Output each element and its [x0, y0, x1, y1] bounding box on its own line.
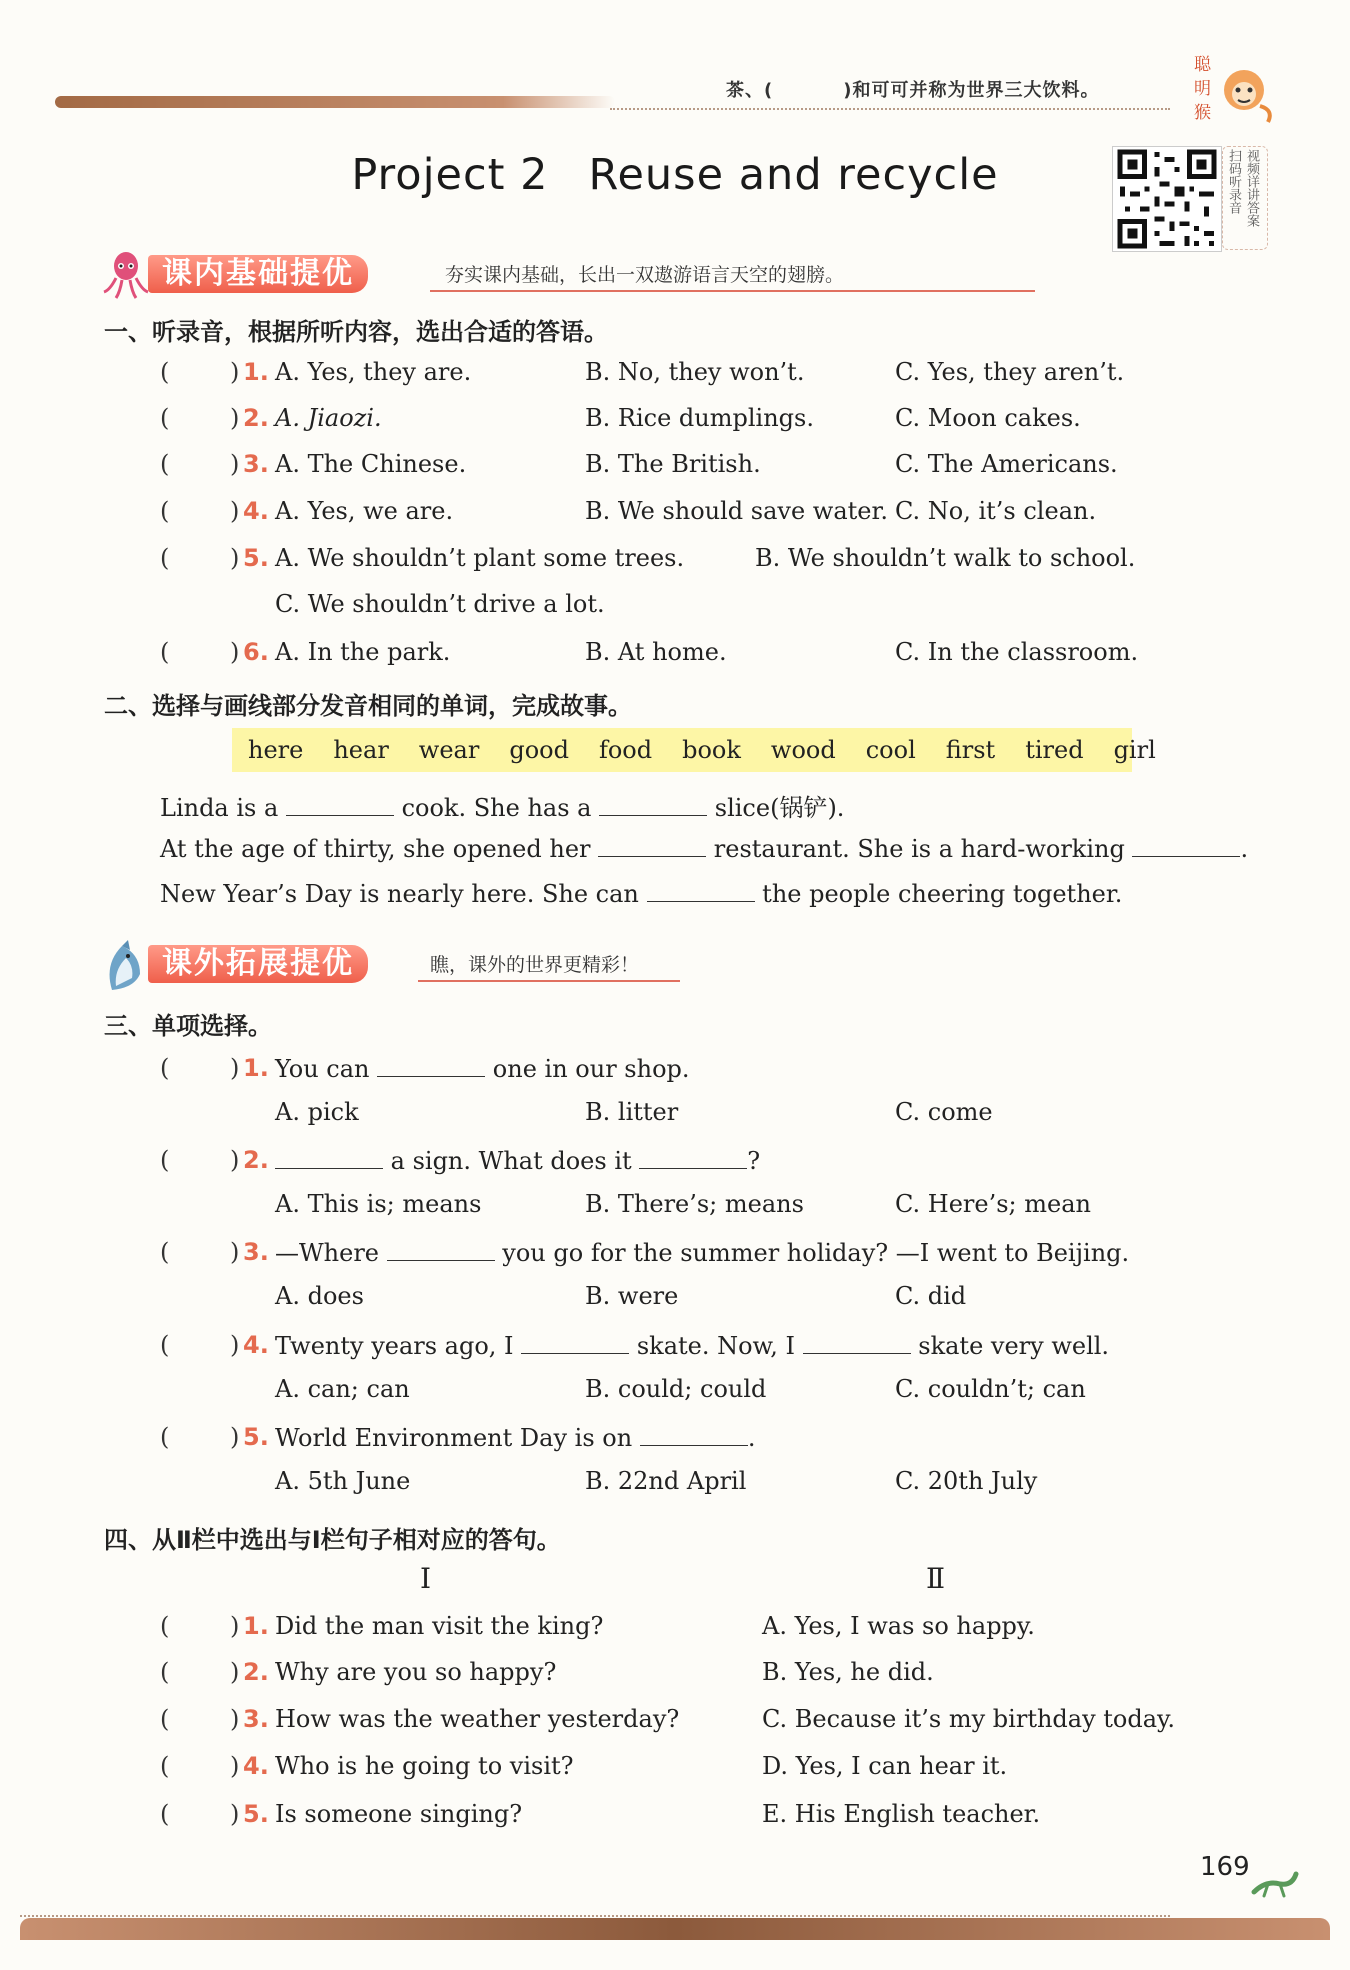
answer-paren-open[interactable]: (: [160, 1331, 170, 1359]
story-text: cook. She has a: [401, 794, 592, 822]
question-number: 4.: [243, 1331, 269, 1359]
banner-basic-underline: [430, 290, 1035, 292]
option-b: B. Rice dumplings.: [585, 404, 814, 432]
blank-field[interactable]: [803, 1331, 911, 1354]
part3-item-5: [160, 1423, 1260, 1495]
answer-paren-open[interactable]: (: [160, 1752, 170, 1780]
option-c: C. We shouldn’t drive a lot.: [275, 590, 605, 618]
answer-paren-open[interactable]: (: [160, 358, 170, 386]
header-bar: [55, 96, 615, 108]
answer-paren-open[interactable]: (: [160, 1238, 170, 1266]
answer-paren-close: ): [230, 1331, 240, 1359]
answer-paren-close: ): [230, 450, 240, 478]
banner-basic-motto: 夯实课内基础，长出一双遨游语言天空的翅膀。: [445, 264, 845, 286]
answer-paren-close: ): [230, 1705, 240, 1733]
qr-label-video: 视频详讲答案: [1244, 149, 1259, 227]
column-two-header: Ⅱ: [926, 1562, 946, 1595]
logo-char-3: 猴: [1194, 103, 1211, 123]
part3-item-1: [160, 1054, 1260, 1126]
part4-row-2: [160, 1658, 1260, 1692]
blank-field[interactable]: [1132, 834, 1240, 857]
story-text: slice(锅铲).: [714, 794, 845, 822]
part4-heading: 四、从Ⅱ栏中选出与Ⅰ栏句子相对应的答句。: [104, 1526, 561, 1554]
part1-item-5: [160, 544, 1260, 618]
question-text: You can one in our shop.: [275, 1055, 690, 1083]
option-b: B. At home.: [585, 638, 727, 666]
option-c: C. No, it’s clean.: [895, 497, 1097, 525]
question-text: Twenty years ago, I skate. Now, I skate very well.: [275, 1332, 1110, 1360]
answer-paren-close: ): [230, 404, 240, 432]
part1-item-3: [160, 450, 1260, 484]
question-number: 1.: [243, 1054, 269, 1082]
header-fact-end: )和可可并称为世界三大饮料。: [843, 80, 1100, 101]
option-a: A. Yes, they are.: [275, 358, 472, 386]
answer-paren-close: ): [230, 1054, 240, 1082]
footer-bar: [20, 1918, 1330, 1940]
answer-paren-close: ): [230, 1658, 240, 1686]
answer-paren-close: ): [230, 1423, 240, 1451]
story-text: the people cheering together.: [762, 880, 1123, 908]
part4-row-1: [160, 1612, 1260, 1646]
option-a: A. This is; means: [275, 1190, 482, 1218]
answer-paren-open[interactable]: (: [160, 638, 170, 666]
option-c: C. The Americans.: [895, 450, 1118, 478]
option-a: A. We shouldn’t plant some trees.: [275, 544, 685, 572]
word-bank-item: book: [682, 736, 741, 764]
option-a: A. Yes, we are.: [275, 497, 454, 525]
column-two-answer: A. Yes, I was so happy.: [762, 1612, 1035, 1640]
option-c: C. did: [895, 1282, 967, 1310]
option-b: B. The British.: [585, 450, 761, 478]
column-one-sentence: Is someone singing?: [275, 1800, 523, 1828]
question-text: a sign. What does it ?: [275, 1146, 760, 1175]
part3-item-2: [160, 1146, 1260, 1218]
part1-item-1: [160, 358, 1260, 392]
blank-field[interactable]: [275, 1146, 383, 1169]
answer-paren-open[interactable]: (: [160, 1658, 170, 1686]
answer-paren-close: ): [230, 544, 240, 572]
story-text: At the age of thirty, she opened her: [160, 835, 591, 863]
answer-paren-open[interactable]: (: [160, 497, 170, 525]
word-bank: [232, 728, 1156, 772]
question-number: 4.: [243, 1752, 269, 1780]
story-line-2: [160, 834, 1248, 863]
option-a: A. In the park.: [275, 638, 451, 666]
story-line-3: [160, 879, 1122, 908]
section-banner-basic: [100, 250, 950, 300]
option-c: C. In the classroom.: [895, 638, 1139, 666]
project-name: Reuse and recycle: [588, 150, 999, 200]
part4-row-3: [160, 1705, 1260, 1739]
question-text: —Where you go for the summer holiday? —I went to Beijing.: [275, 1239, 1130, 1267]
question-number: 1.: [243, 1612, 269, 1640]
option-b: B. litter: [585, 1098, 679, 1126]
option-a: A. does: [275, 1282, 364, 1310]
project-number: Project 2: [351, 150, 549, 200]
option-b: B. could; could: [585, 1375, 767, 1403]
answer-paren-close: ): [230, 1612, 240, 1640]
question-number: 1.: [243, 358, 269, 386]
word-bank-item: here: [248, 736, 304, 764]
answer-paren-close: ): [230, 497, 240, 525]
blank-field[interactable]: [599, 793, 707, 816]
column-two-answer: B. Yes, he did.: [762, 1658, 934, 1686]
blank-field[interactable]: [598, 834, 706, 857]
story-line-1: [160, 788, 844, 823]
option-b: B. No, they won’t.: [585, 358, 805, 386]
question-number: 2.: [243, 1146, 269, 1174]
question-number: 3.: [243, 450, 269, 478]
answer-paren-close: ): [230, 1800, 240, 1828]
word-bank-item: first: [945, 736, 996, 764]
blank-field[interactable]: [640, 1423, 748, 1446]
part3-heading: 三、单项选择。: [104, 1012, 272, 1040]
column-two-answer: E. His English teacher.: [762, 1800, 1041, 1828]
story-text: Linda is a: [160, 794, 279, 822]
option-a: A. pick: [275, 1098, 359, 1126]
column-two-answer: D. Yes, I can hear it.: [762, 1752, 1008, 1780]
story-text: restaurant. She is a hard-working: [713, 835, 1125, 863]
blank-field[interactable]: [387, 1238, 495, 1261]
word-bank-item: food: [598, 736, 653, 764]
squid-icon: [100, 250, 152, 300]
part4-row-4: [160, 1752, 1260, 1786]
footer-divider: [20, 1915, 1170, 1917]
option-b: B. 22nd April: [585, 1467, 747, 1495]
column-one-sentence: Why are you so happy?: [275, 1658, 557, 1686]
part3-item-3: [160, 1238, 1260, 1310]
question-number: 3.: [243, 1705, 269, 1733]
word-bank-item: wear: [418, 736, 480, 764]
header-fact: [726, 76, 1099, 102]
option-c: C. Here’s; mean: [895, 1190, 1091, 1218]
option-c: C. Yes, they aren’t.: [895, 358, 1125, 386]
logo-char-1: 聪: [1194, 55, 1211, 75]
option-c: C. come: [895, 1098, 993, 1126]
header-fact-start: 茶、(: [726, 80, 774, 101]
option-a: A. The Chinese.: [275, 450, 467, 478]
banner-extension-tag: 课外拓展提优: [148, 945, 368, 983]
part2-heading: 二、选择与画线部分发音相同的单词，完成故事。: [104, 692, 632, 720]
option-a: A. 5th June: [275, 1467, 411, 1495]
blank-field[interactable]: [639, 1146, 747, 1169]
option-c: C. Moon cakes.: [895, 404, 1081, 432]
answer-paren-close: ): [230, 1146, 240, 1174]
column-one-sentence: How was the weather yesterday?: [275, 1705, 680, 1733]
answer-paren-open[interactable]: (: [160, 1054, 170, 1082]
word-bank-item: girl: [1113, 736, 1156, 764]
part3-item-4: [160, 1331, 1260, 1403]
part1-heading: 一、听录音，根据所听内容，选出合适的答语。: [104, 318, 608, 346]
option-c: C. 20th July: [895, 1467, 1038, 1495]
answer-paren-close: ): [230, 358, 240, 386]
answer-paren-open[interactable]: (: [160, 1800, 170, 1828]
question-number: 6.: [243, 638, 269, 666]
blank-field[interactable]: [647, 879, 755, 902]
part1-item-2: [160, 404, 1260, 438]
answer-paren-open[interactable]: (: [160, 450, 170, 478]
answer-paren-open[interactable]: (: [160, 1423, 170, 1451]
question-number: 4.: [243, 497, 269, 525]
banner-extension-underline: [418, 980, 680, 982]
answer-paren-close: ): [230, 1752, 240, 1780]
part1-item-4: [160, 497, 1260, 531]
answer-paren-open[interactable]: (: [160, 1612, 170, 1640]
option-c: C. couldn’t; can: [895, 1375, 1086, 1403]
story-text: .: [1240, 835, 1249, 863]
word-bank-item: hear: [333, 736, 389, 764]
answer-paren-open[interactable]: (: [160, 1146, 170, 1174]
word-bank-item: tired: [1025, 736, 1084, 764]
word-bank-item: wood: [770, 736, 836, 764]
option-b: B. There’s; means: [585, 1190, 804, 1218]
part1-item-6: [160, 638, 1260, 672]
logo-char-2: 明: [1194, 79, 1211, 99]
blank-field[interactable]: [377, 1054, 485, 1077]
header-divider: [610, 108, 1170, 110]
question-number: 5.: [243, 1423, 269, 1451]
page-number: 169: [1200, 1852, 1250, 1882]
question-text: World Environment Day is on .: [275, 1424, 756, 1452]
answer-paren-close: ): [230, 638, 240, 666]
word-bank-item: cool: [865, 736, 916, 764]
qr-label: [1222, 146, 1268, 250]
answer-paren-open[interactable]: (: [160, 1705, 170, 1733]
lizard-icon: [1250, 1862, 1300, 1902]
blank-field[interactable]: [521, 1331, 629, 1354]
shark-icon: [100, 940, 152, 994]
section-banner-extension: [100, 940, 700, 990]
question-number: 2.: [243, 404, 269, 432]
qr-label-listen: 扫码听录音: [1226, 149, 1241, 214]
answer-paren-open[interactable]: (: [160, 404, 170, 432]
monkey-logo-icon: [1180, 48, 1276, 126]
banner-basic-tag: 课内基础提优: [148, 255, 368, 293]
column-two-answer: C. Because it’s my birthday today.: [762, 1705, 1176, 1733]
question-number: 2.: [243, 1658, 269, 1686]
column-one-header: Ⅰ: [420, 1562, 432, 1595]
column-one-sentence: Did the man visit the king?: [275, 1612, 604, 1640]
column-one-sentence: Who is he going to visit?: [275, 1752, 574, 1780]
question-number: 5.: [243, 1800, 269, 1828]
option-b: B. were: [585, 1282, 679, 1310]
option-a: A. Jiaozi.: [275, 404, 382, 432]
question-number: 3.: [243, 1238, 269, 1266]
word-bank-item: good: [509, 736, 569, 764]
qr-code-icon[interactable]: [1112, 146, 1222, 252]
answer-paren-open[interactable]: (: [160, 544, 170, 572]
option-b: B. We should save water.: [585, 497, 888, 525]
story-text: New Year’s Day is nearly here. She can: [160, 880, 639, 908]
option-b: B. We shouldn’t walk to school.: [755, 544, 1136, 572]
banner-extension-motto: 瞧，课外的世界更精彩！: [430, 954, 640, 976]
blank-field[interactable]: [286, 793, 394, 816]
part4-row-5: [160, 1800, 1260, 1834]
question-number: 5.: [243, 544, 269, 572]
option-a: A. can; can: [275, 1375, 410, 1403]
answer-paren-close: ): [230, 1238, 240, 1266]
